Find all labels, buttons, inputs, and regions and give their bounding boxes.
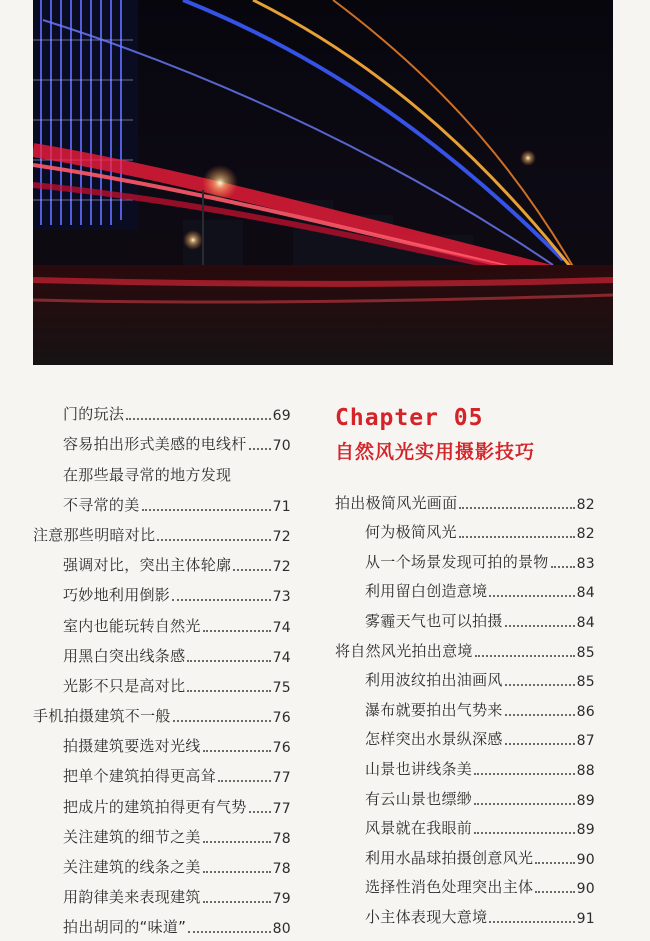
toc-entry-title: 利用水晶球拍摄创意风光 xyxy=(365,848,534,867)
toc-leader-dots xyxy=(173,720,271,722)
toc-entry-title: 在那些最寻常的地方发现 xyxy=(63,465,232,484)
toc-entry-title: 选择性消色处理突出主体 xyxy=(365,878,534,897)
toc-entry-page: 85 xyxy=(576,674,595,691)
toc-entry-title: 瀑布就要拍出气势来 xyxy=(365,700,503,719)
toc-entry-page: 89 xyxy=(576,822,595,839)
toc-entry[interactable] xyxy=(33,640,291,670)
toc-entry[interactable] xyxy=(33,458,291,488)
toc-entry-title: 将自然风光拍出意境 xyxy=(335,641,473,660)
night-city-light-trails-photo xyxy=(33,0,613,365)
toc-entry-page: 70 xyxy=(272,438,291,455)
toc-entry-page: 82 xyxy=(576,496,595,513)
toc-entry-title: 小主体表现大意境 xyxy=(365,907,488,926)
toc-entry[interactable] xyxy=(335,517,595,547)
toc-entry-title: 门的玩法 xyxy=(63,405,125,424)
toc-entry-title: 利用波纹拍出油画风 xyxy=(365,671,503,690)
toc-entry-page: 86 xyxy=(576,703,595,720)
toc-entry-title: 不寻常的美 xyxy=(63,495,140,514)
toc-entry-title: 利用留白创造意境 xyxy=(365,582,488,601)
toc-leader-dots xyxy=(505,625,575,627)
toc-leader-dots xyxy=(203,841,271,843)
toc-entry-page: 77 xyxy=(272,800,291,817)
toc-entry-title: 雾霾天气也可以拍摄 xyxy=(365,611,503,630)
toc-entry-page: 78 xyxy=(272,830,291,847)
toc-entry-page: 74 xyxy=(272,619,291,636)
toc-leader-dots xyxy=(474,832,574,834)
toc-leader-dots xyxy=(489,595,574,597)
toc-entry-page: 88 xyxy=(576,762,595,779)
toc-entry-page: 83 xyxy=(576,555,595,572)
toc-entry[interactable] xyxy=(335,546,595,576)
toc-leader-dots xyxy=(203,750,271,752)
toc-entry[interactable] xyxy=(335,605,595,635)
toc-leader-dots xyxy=(233,569,270,571)
toc-entry-title: 拍出胡同的“味道” xyxy=(63,918,187,937)
toc-entry-page: 75 xyxy=(272,679,291,696)
chapter-title: 自然风光实用摄影技巧 xyxy=(335,441,536,463)
toc-entry-title: 用韵律美来表现建筑 xyxy=(63,888,201,907)
toc-entry-title: 强调对比，突出主体轮廓 xyxy=(63,556,232,575)
toc-entry[interactable] xyxy=(335,694,595,724)
toc-leader-dots xyxy=(249,811,271,813)
toc-entry[interactable] xyxy=(33,579,291,609)
toc-leader-dots xyxy=(172,599,270,601)
toc-entry[interactable] xyxy=(335,783,595,813)
toc-leader-dots xyxy=(459,507,574,509)
toc-entry[interactable] xyxy=(335,487,595,517)
toc-entry-page: 85 xyxy=(576,644,595,661)
toc-entry-title: 把单个建筑拍得更高耸 xyxy=(63,767,217,786)
toc-leader-dots xyxy=(142,509,271,511)
toc-entry-page: 77 xyxy=(272,770,291,787)
toc-entry-title: 拍出极简风光画面 xyxy=(335,493,458,512)
toc-entry[interactable] xyxy=(335,576,595,606)
toc-entry[interactable] xyxy=(33,700,291,730)
toc-leader-dots xyxy=(249,448,271,450)
toc-entry[interactable] xyxy=(33,549,291,579)
toc-entry-title: 拍摄建筑要选对光线 xyxy=(63,737,201,756)
toc-entry[interactable] xyxy=(33,519,291,549)
toc-entry[interactable] xyxy=(335,842,595,872)
toc-right-column xyxy=(335,398,595,931)
toc-entry[interactable] xyxy=(33,851,291,881)
toc-entry[interactable] xyxy=(335,665,595,695)
toc-entry-page: 80 xyxy=(272,921,291,938)
toc-entry-title: 光影不只是高对比 xyxy=(63,676,186,695)
toc-leader-dots xyxy=(505,684,575,686)
toc-entry[interactable] xyxy=(335,813,595,843)
toc-entry-title: 风景就在我眼前 xyxy=(365,819,473,838)
toc-entry-page: 89 xyxy=(576,792,595,809)
toc-leader-dots xyxy=(203,871,271,873)
toc-entry-title: 怎样突出水景纵深感 xyxy=(365,730,503,749)
toc-entry-page: 74 xyxy=(272,649,291,666)
toc-entry[interactable] xyxy=(33,760,291,790)
toc-leader-dots xyxy=(126,418,270,420)
toc-leader-dots xyxy=(475,655,575,657)
toc-entry-title: 巧妙地利用倒影 xyxy=(63,586,171,605)
toc-leader-dots xyxy=(459,536,575,538)
toc-leader-dots xyxy=(157,539,270,541)
toc-entry-title: 从一个场景发现可拍的景物 xyxy=(365,552,549,571)
chapter-label: Chapter 05 xyxy=(335,405,484,431)
toc-entry[interactable] xyxy=(33,398,291,428)
toc-entry-page: 79 xyxy=(272,891,291,908)
toc-entry[interactable] xyxy=(33,428,291,458)
toc-entry-page: 71 xyxy=(272,498,291,515)
toc-leader-dots xyxy=(505,743,575,745)
toc-entry-title: 用黑白突出线条感 xyxy=(63,646,186,665)
toc-entry-page: 72 xyxy=(272,528,291,545)
toc-entry[interactable] xyxy=(33,790,291,820)
toc-entry[interactable] xyxy=(33,609,291,639)
toc-right-entries xyxy=(335,487,595,931)
toc-entry[interactable] xyxy=(335,724,595,754)
toc-entry-title: 有云山景也缥缈 xyxy=(365,789,473,808)
toc-entry-page: 82 xyxy=(576,526,595,543)
toc-entry-page: 73 xyxy=(272,589,291,606)
toc-entry[interactable] xyxy=(335,753,595,783)
toc-entry[interactable] xyxy=(33,670,291,700)
toc-entry[interactable] xyxy=(33,730,291,760)
toc-entry-page: 84 xyxy=(576,614,595,631)
toc-entry[interactable] xyxy=(335,872,595,902)
toc-leader-dots xyxy=(489,921,574,923)
toc-entry-page: 87 xyxy=(576,733,595,750)
toc-leader-dots xyxy=(551,566,575,568)
toc-left-column xyxy=(33,398,291,941)
toc-entry-page: 76 xyxy=(272,740,291,757)
toc-entry-title: 关注建筑的线条之美 xyxy=(63,858,201,876)
toc-entry-title: 关注建筑的细节之美 xyxy=(63,827,201,846)
toc-entry[interactable] xyxy=(335,901,595,931)
toc-entry-page: 91 xyxy=(576,910,595,927)
toc-entry-page: 78 xyxy=(272,861,291,877)
toc-entry-title: 何为极简风光 xyxy=(365,523,457,542)
toc-entry-page: 90 xyxy=(576,851,595,868)
toc-entry[interactable] xyxy=(33,911,291,941)
toc-entry[interactable] xyxy=(33,821,291,851)
toc-leader-dots xyxy=(187,690,270,692)
toc-leader-dots xyxy=(535,862,574,864)
toc-entry[interactable] xyxy=(335,635,595,665)
toc-entry[interactable] xyxy=(33,881,291,911)
toc-leader-dots xyxy=(474,803,574,805)
toc-entry-title: 山景也讲线条美 xyxy=(365,759,473,778)
toc-leader-dots xyxy=(188,931,270,933)
toc-leader-dots xyxy=(474,773,574,775)
toc-entry-page: 72 xyxy=(272,559,291,576)
toc-entry-title: 手机拍摄建筑不一般 xyxy=(33,707,171,726)
toc-entry-page: 76 xyxy=(272,710,291,727)
toc-entry-page: 90 xyxy=(576,881,595,898)
toc-entry[interactable] xyxy=(33,489,291,519)
toc-leader-dots xyxy=(535,891,574,893)
toc-entry-title: 注意那些明暗对比 xyxy=(33,525,156,544)
toc-entry-title: 容易拍出形式美感的电线杆 xyxy=(63,435,247,454)
toc-entry-title: 室内也能玩转自然光 xyxy=(63,616,201,635)
toc-entry-title: 把成片的建筑拍得更有气势 xyxy=(63,797,247,816)
toc-leader-dots xyxy=(218,780,271,782)
toc-entry-page: 69 xyxy=(272,408,291,425)
toc-leader-dots xyxy=(203,901,271,903)
toc-entry-page: 84 xyxy=(576,585,595,602)
toc-leader-dots xyxy=(187,660,270,662)
toc-leader-dots xyxy=(203,630,271,632)
toc-leader-dots xyxy=(505,714,575,716)
